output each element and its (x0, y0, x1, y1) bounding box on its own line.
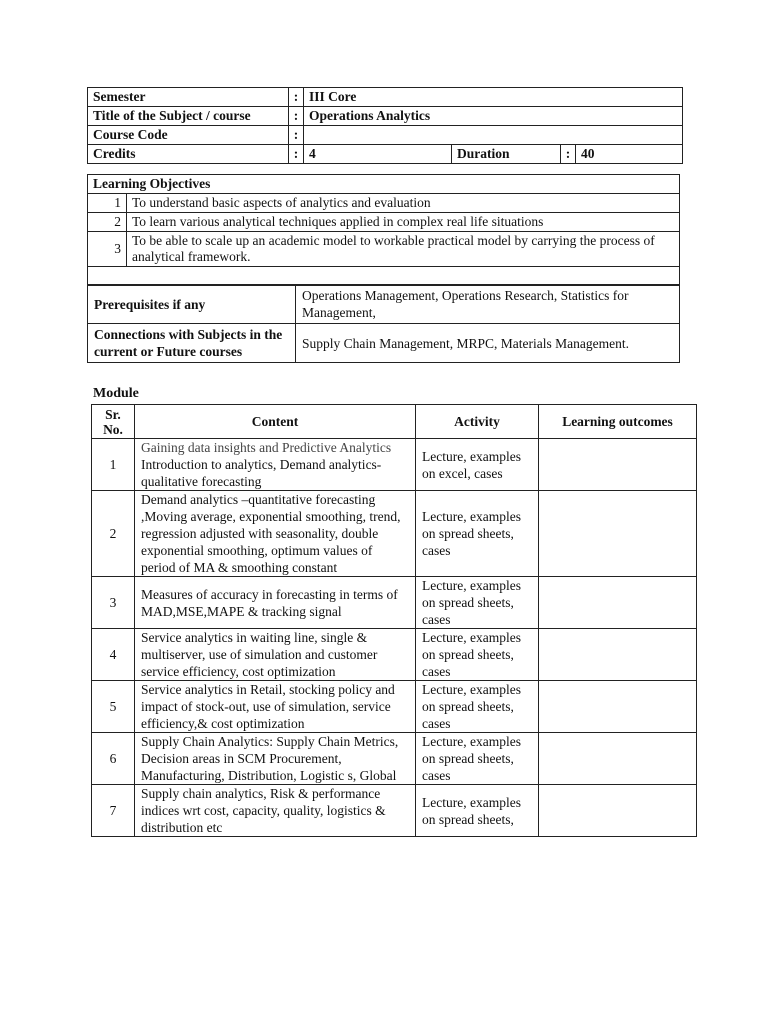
course-header-table (87, 87, 683, 164)
objective-row (88, 213, 680, 232)
connections-label: Connections with Subjects in the current or Future courses (88, 324, 296, 363)
content-cell: Supply chain analytics, Risk & performance indices wrt cost, capacity, quality, logistics & distribution etc (135, 785, 416, 837)
module-row (92, 491, 697, 577)
credits-label: Credits (88, 145, 289, 164)
module-row (92, 681, 697, 733)
learning-objectives-table (87, 174, 680, 286)
module-row (92, 439, 697, 491)
activity-cell: Lecture, examples on excel, cases (416, 439, 539, 491)
objective-text: To understand basic aspects of analytics and evaluation (127, 194, 680, 213)
credits-row (88, 145, 683, 164)
activity-cell: Lecture, examples on spread sheets, cases (416, 733, 539, 785)
sr-no-header: Sr. No. (92, 405, 135, 439)
module-row (92, 629, 697, 681)
sr-no: 2 (92, 491, 135, 577)
objective-row (88, 194, 680, 213)
colon: : (289, 88, 304, 107)
outcome-cell (539, 681, 697, 733)
sr-no: 7 (92, 785, 135, 837)
content-title: Gaining data insights and Predictive Analytics (141, 440, 392, 455)
module-label: Module (93, 386, 139, 401)
outcome-cell (539, 785, 697, 837)
activity-cell: Lecture, examples on spread sheets, cases (416, 491, 539, 577)
module-table (91, 404, 697, 837)
code-row (88, 126, 683, 145)
activity-cell: Lecture, examples on spread sheets, cases (416, 577, 539, 629)
prereq-value: Operations Management, Operations Research, Statistics for Management, (296, 285, 680, 324)
semester-value: III Core (304, 88, 683, 107)
objective-number: 2 (88, 213, 127, 232)
objective-number: 3 (88, 232, 127, 267)
outcome-cell (539, 733, 697, 785)
semester-label: Semester (88, 88, 289, 107)
title-label: Title of the Subject / course (88, 107, 289, 126)
duration-label: Duration (452, 145, 561, 164)
objective-text: To be able to scale up an academic model to workable practical model by carrying the process of analytical framework. (127, 232, 680, 267)
code-value (304, 126, 683, 145)
prereq-row (88, 285, 680, 324)
content-header: Content (135, 405, 416, 439)
duration-value: 40 (576, 145, 683, 164)
title-value: Operations Analytics (304, 107, 683, 126)
content-cell: Demand analytics –quantitative forecasting ,Moving average, exponential smoothing, trend, regression adjusted with seasonality, double exponential smoothing, optimum values of period of MA & smoothing constant (135, 491, 416, 577)
objective-spacer-row (88, 267, 680, 286)
connections-row (88, 324, 680, 363)
semester-row (88, 88, 683, 107)
connections-value: Supply Chain Management, MRPC, Materials Management. (296, 324, 680, 363)
module-row (92, 733, 697, 785)
module-header-row (92, 405, 697, 439)
activity-cell: Lecture, examples on spread sheets, (416, 785, 539, 837)
content-cell (135, 439, 416, 491)
empty-cell (88, 267, 680, 286)
sr-no: 4 (92, 629, 135, 681)
title-row (88, 107, 683, 126)
activity-header: Activity (416, 405, 539, 439)
sr-no: 1 (92, 439, 135, 491)
content-text: Introduction to analytics, Demand analytics-qualitative forecasting (141, 457, 382, 489)
outcome-cell (539, 577, 697, 629)
colon: : (289, 126, 304, 145)
objective-number: 1 (88, 194, 127, 213)
objective-text: To learn various analytical techniques applied in complex real life situations (127, 213, 680, 232)
colon: : (561, 145, 576, 164)
prereq-label: Prerequisites if any (88, 285, 296, 324)
code-label: Course Code (88, 126, 289, 145)
colon: : (289, 145, 304, 164)
sr-no: 6 (92, 733, 135, 785)
outcome-cell (539, 491, 697, 577)
content-cell: Service analytics in Retail, stocking policy and impact of stock-out, use of simulation, service efficiency,& cost optimization (135, 681, 416, 733)
sr-no: 5 (92, 681, 135, 733)
sr-no: 3 (92, 577, 135, 629)
credits-value: 4 (304, 145, 452, 164)
prerequisites-table (87, 284, 680, 363)
colon: : (289, 107, 304, 126)
learning-outcomes-header: Learning outcomes (539, 405, 697, 439)
module-row (92, 785, 697, 837)
objective-row (88, 232, 680, 267)
outcome-cell (539, 629, 697, 681)
activity-cell: Lecture, examples on spread sheets, cases (416, 629, 539, 681)
content-cell: Measures of accuracy in forecasting in terms of MAD,MSE,MAPE & tracking signal (135, 577, 416, 629)
objectives-heading: Learning Objectives (88, 175, 680, 194)
outcome-cell (539, 439, 697, 491)
activity-cell: Lecture, examples on spread sheets, cases (416, 681, 539, 733)
content-cell: Service analytics in waiting line, single & multiserver, use of simulation and customer service efficiency, cost optimization (135, 629, 416, 681)
content-cell: Supply Chain Analytics: Supply Chain Metrics, Decision areas in SCM Procurement, Manufacturing, Distribution, Logistic s, Global (135, 733, 416, 785)
module-row (92, 577, 697, 629)
